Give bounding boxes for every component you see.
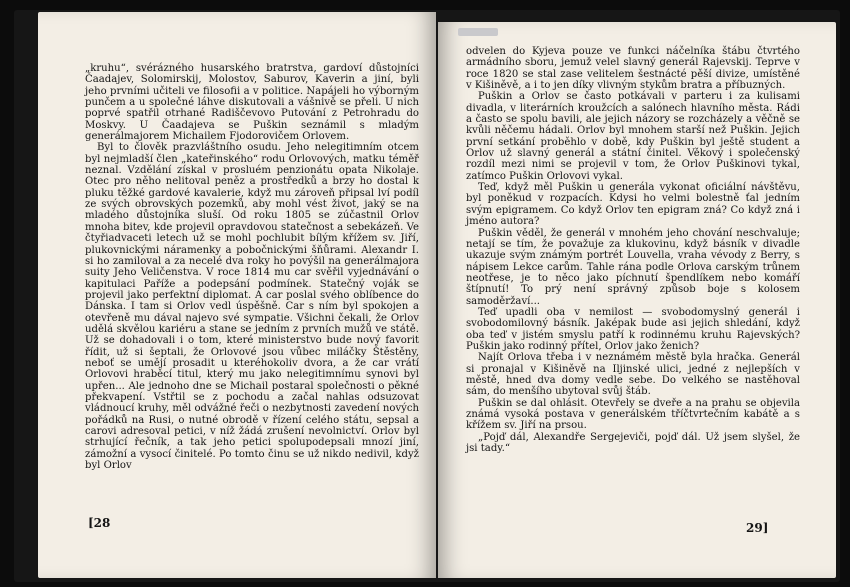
page-tab-marker (458, 28, 498, 36)
right-page-text (466, 46, 800, 454)
paragraph: „kruhu“, svérázného husarského bratrstva, gardoví důstojníci Čaadajev, Solomirskij, Molostov, Saburov, Kaverin a jiní, byli jeho prvními učiteli ve filosofii a v politice. Napájeli ho výborným punčem a u společné láhve diskutovali a vášnivě se přeli. U nich poprvé spatřil otrhané Radiščevovo Putování z Petrohradu do Moskvy. U Čaadajeva se Puškin seznámil s mladým generálmajorem Michailem Fjodorovičem Orlovem. (85, 63, 419, 143)
paragraph: Puškin věděl, že generál v mnohém jeho chování neschvaluje; netají se tím, že považuje za klukovinu, když básník v divadle ukazuje svým známým portrét Louvella, vraha vévody z Berry, s nápisem Lekce carům. Tahle rána podle Orlova carským trůnem neotřese, je to něco jako píchnutí špendlíkem nebo komáří štípnutí! To prý není správný způsob boje s kolosem samoděržaví... (466, 227, 800, 307)
paragraph: Puškin a Orlov se často potkávali v parteru i za kulisami divadla, v literárních kroužcích a salónech hlavního města. Rádi a často se spolu bavili, ale jejich názory se rozcházely a věčně se kvůli něčemu hádali. Orlov byl mnohem starší než Puškin. Jejich první setkání proběhlo v době, kdy Puškin byl ještě student a Orlov už slavný generál a státní činitel. Věkový i společenský rozdíl mezi nimi se projevil v tom, že Orlov Puškinovi tykal, zatímco Puškin Orlovovi vykal. (466, 91, 800, 182)
paragraph: „Pojď dál, Alexandře Sergejeviči, pojď dál. Už jsem slyšel, že jsi tady.“ (466, 431, 800, 455)
paragraph: Teď upadli oba v nemilost — svobodomyslný generál i svobodomilovný básník. Jaképak bude asi jejich shledání, když oba teď v jistém smyslu patří k rodinnému kruhu Rajevských? Puškin jako rodinný přítel, Orlov jako ženich? (466, 306, 800, 352)
page-number-left: [28 (88, 516, 111, 530)
paragraph: Teď, když měl Puškin u generála vykonat oficiální návštěvu, byl poněkud v rozpacích. Kdysi ho velmi bolestně ťal jedním svým epigramem. Co když Orlov ten epigram zná? Co když zná i jméno autora? (466, 182, 800, 228)
left-page (38, 12, 436, 578)
paragraph: odvelen do Kyjeva pouze ve funkci náčelníka štábu čtvrtého armádního sboru, jemuž velel slavný generál Rajevskij. Teprve v roce 1820 se stal zase velitelem šestnácté pěší divize, umístěné v Kišiněvě, a i to jen díky vlivným stykům bratra a příbuzných. (466, 46, 800, 92)
open-book (14, 10, 840, 582)
page-number-right: 29] (746, 521, 769, 535)
paragraph: Byl to člověk prazvláštního osudu. Jeho nelegitimním otcem byl nejmladší člen „kateřinského“ rodu Orlovových, matku téměř neznal. Vzdělání získal v prosluém penzionátu opata Nikolaje. Otec pro něho nelitoval peněz a prostředků a brzy ho dostal k pluku těžké gardové kavalerie, když mu zároveň připsal lví podíl ze svých obrovských pozemků, aby mohl vést život, jaký se na mladého důstojníka sluší. Od roku 1805 se zúčastnil Orlov mnoha bitev, kde projevil opravdovou statečnost a sebekázeň. Ve čtyřiadvaceti letech už se mohl pochlubit bílým křížem sv. Jiří, plukovnickými náramenky a pobočnickými šňůrami. Alexandr I. si ho zamiloval a za necelé dva roky ho povýšil na generálmajora suity Jeho Veličenstva. V roce 1814 mu car svěřil vyjednávání o kapitulaci Paříže a podepsání podmínek. Statečný voják se projevil jako perfektní diplomat. A car poslal svého oblíbence do Dánska. I tam si Orlov vedl úspěšně. Car s ním byl spokojen a otevřeně mu dával najevo své sympatie. Všichni čekali, že Orlov udělá skvělou kariéru a stane se jedním z prvních mužů ve státě. Už se dohadovali i o tom, které ministerstvo bude nový favorit řídit, už si šeptali, že Orlovové jsou vůbec miláčky Štěstěny, neboť se umějí prosadit u kteréhokoliv dvora, a že car vrátí Orlovovi hraběcí titul, který mu jako nelegitimnímu synovi byl upřen... Ale jednoho dne se Michail postaral společnosti o pěkné překvapení. Vstřtil se z pochodu a začal nahlas odsuzovat vládnoucí kruhy, měl odvážné řeči o nezbytnosti zavedení nových pořádků na Rusi, o nutné obrodě v řízení celého státu, sepsal a carovi adresoval petici, v níž žádá zrušení nevolnictví. Orlov byl strhující řečník, a tak jeho petici spolupodepsali mnozí jiní, zámožní a vysocí činitelé. Po tomto činu se už nikdo nedivil, když byl Orlov (85, 142, 419, 472)
paragraph: Puškin se dal ohlásit. Otevřely se dveře a na prahu se objevila známá vysoká postava v generálském tříčtvrtečním kabátě a s křížem sv. Jiří na prsou. (466, 397, 800, 432)
right-page (438, 22, 836, 578)
left-page-text (85, 63, 419, 471)
paragraph: Najít Orlova třeba i v neznámém městě byla hračka. Generál si pronajal v Kišiněvě na Iljinské ulici, jedné z nejlepších v městě, hned dva domy vedle sebe. Do velkého se nastěhoval sám, do menšího ubytoval svůj štáb. (466, 352, 800, 398)
